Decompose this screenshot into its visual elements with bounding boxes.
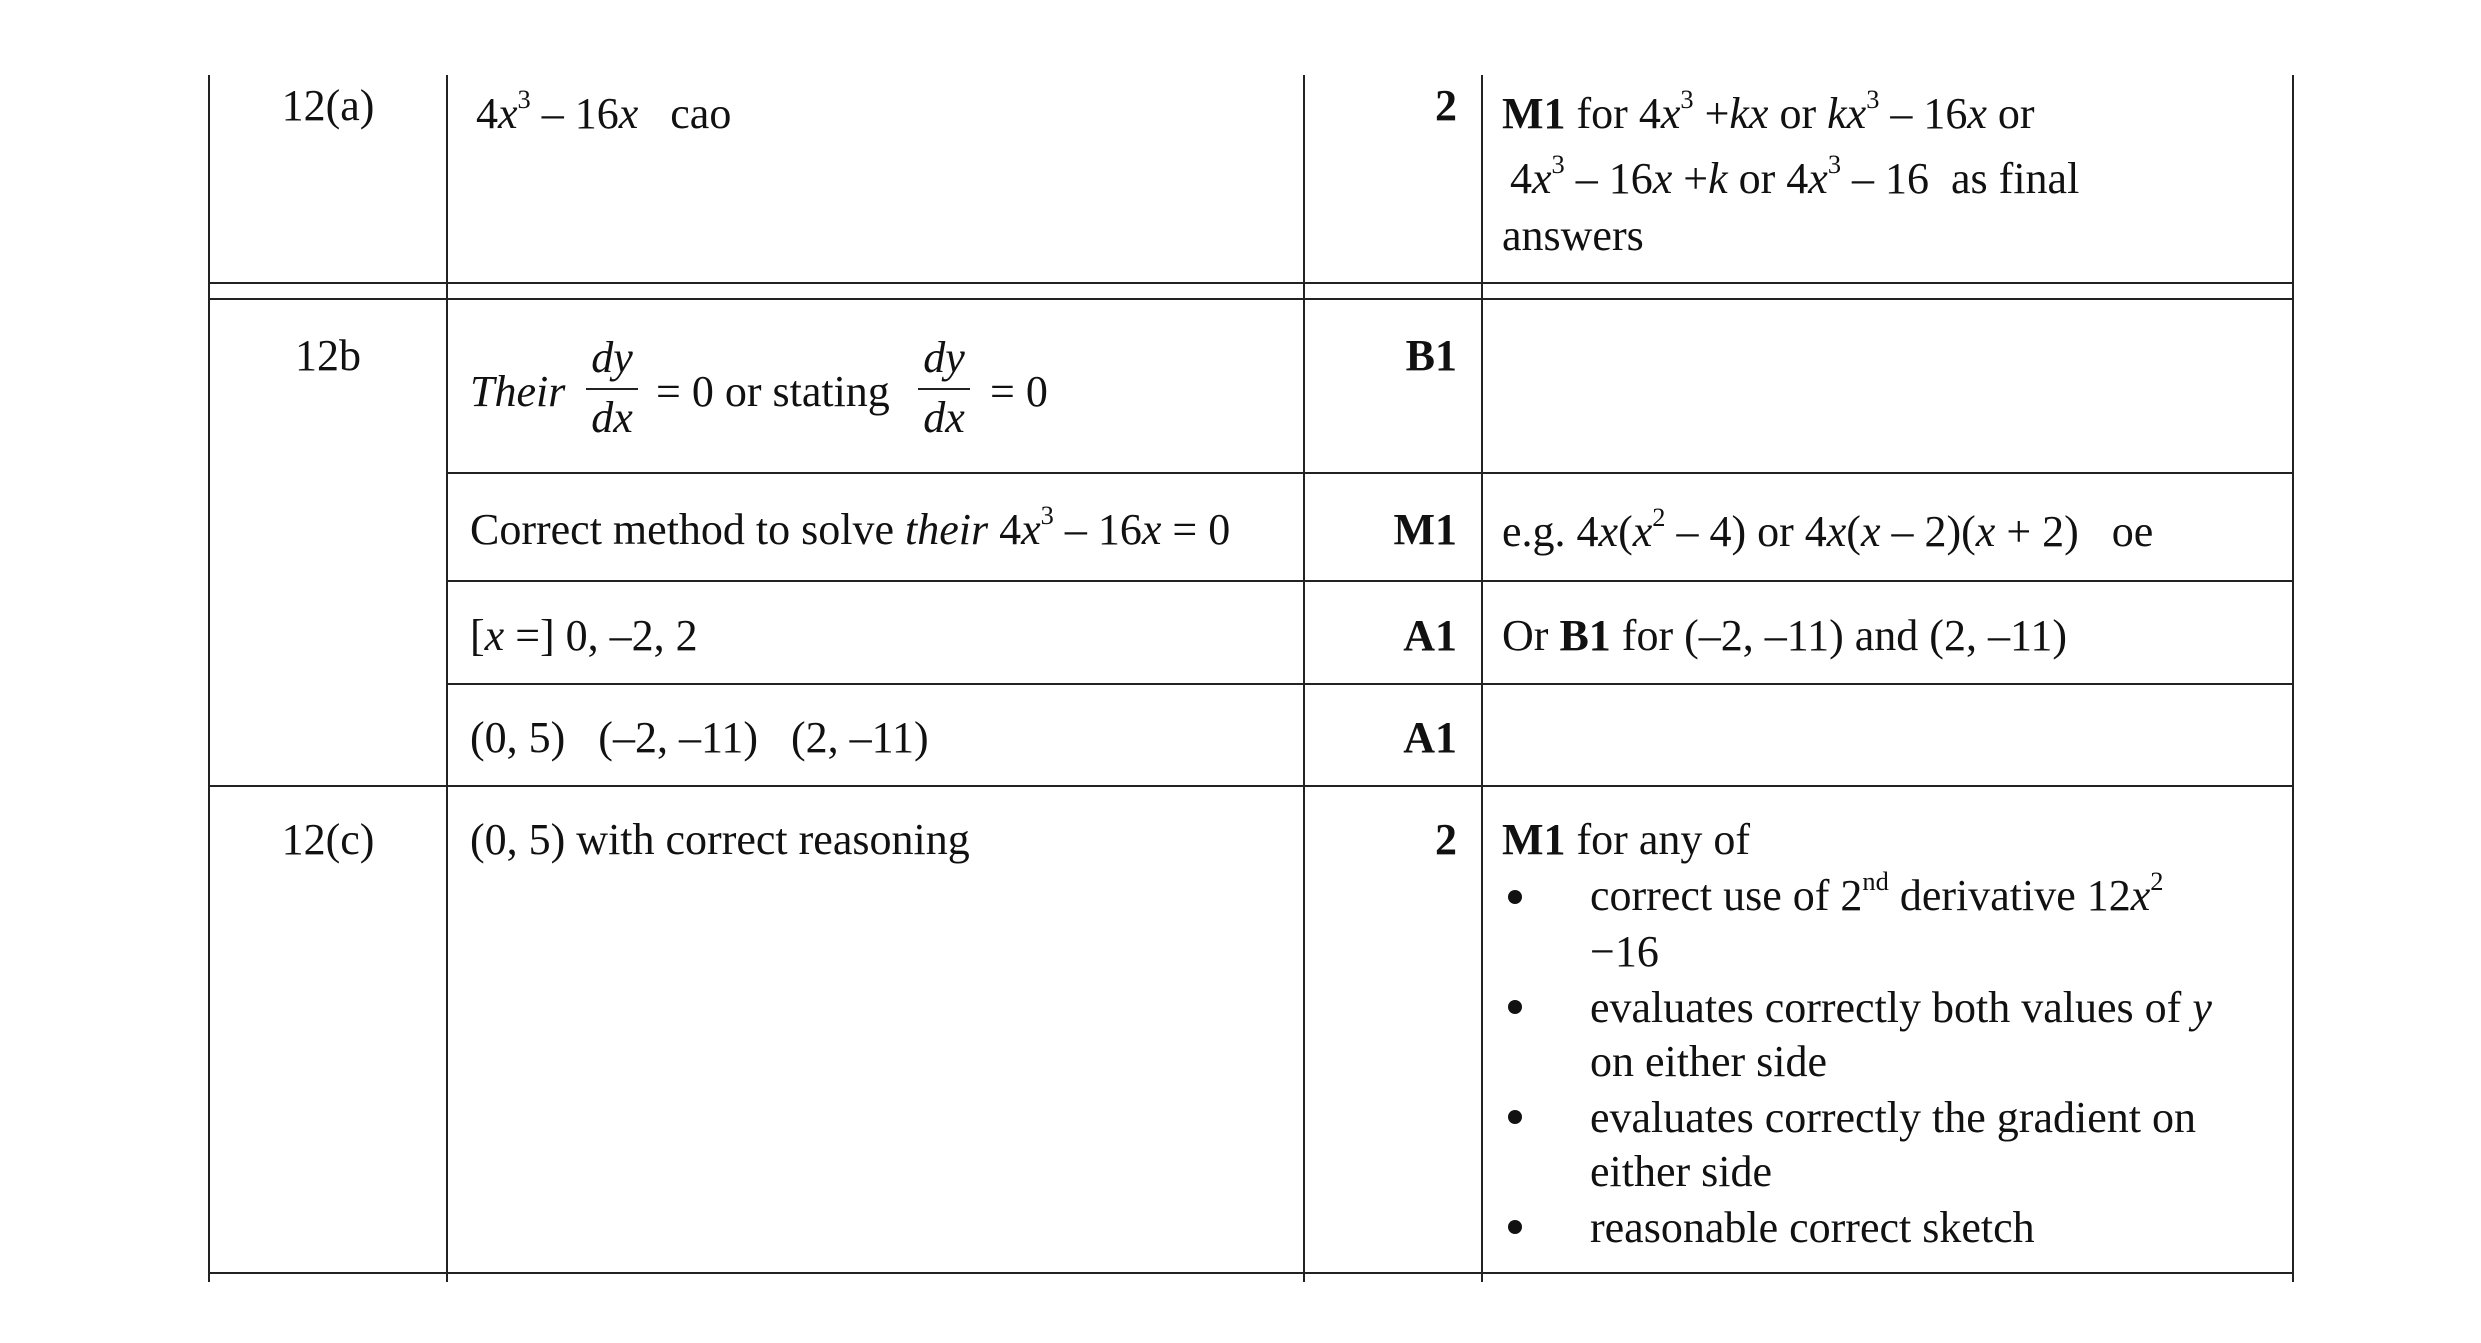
notes-12c-bullet4: reasonable correct sketch [1590, 1203, 2035, 1252]
step2-method: Correct method to solve their $4x^3 - 16x = 0$ [470, 500, 1231, 554]
bullet-icon [1508, 1000, 1522, 1014]
step1-end: = 0 [990, 367, 1048, 416]
notes-12a-line2: $4x^3 - 16x +k$ or $4x^3 - 16$ as final [1510, 149, 2080, 203]
answer-12a: $4x^3 - 16x$ cao [476, 84, 732, 138]
dy-dx-fraction-2: dy dx [918, 336, 970, 440]
col-line-1 [208, 75, 210, 1282]
answer-12c: (0, 5) with correct reasoning [470, 815, 970, 864]
col-line-4 [1481, 75, 1483, 1282]
row-line-12b-1 [446, 472, 2294, 474]
step4-points: (0, 5) (–2, –11) (2, –11) [470, 713, 929, 762]
row-line-12b-3 [446, 683, 2294, 685]
notes-12b-step2: e.g. $4x(x^2 - 4)$ or 4x(x – 2)(x + 2) oe [1502, 502, 2154, 556]
notes-12c-bullet1-cont: −16 [1590, 927, 1659, 976]
notes-12b-step3: Or B1 for (–2, –11) and (2, –11) [1502, 611, 2067, 660]
col-line-5 [2292, 75, 2294, 1282]
notes-12c-bullet1: correct use of 2nd derivative $12x^2$ [1590, 866, 2164, 920]
dy-dx-fraction-1: dy dx [586, 336, 638, 440]
table-bottom-line [208, 1272, 2294, 1274]
notes-12c-bullet2: evaluates correctly both values of y [1590, 983, 2212, 1032]
question-12c: 12(c) [281, 815, 375, 864]
row-divider-double-bottom [208, 298, 2294, 300]
mark-12b-step1: B1 [1405, 331, 1457, 380]
col-line-3 [1303, 75, 1305, 1282]
mark-12c: 2 [1435, 815, 1457, 864]
step1-middle: = 0 or stating [656, 367, 890, 416]
step1-their: Their [470, 367, 566, 416]
mark-12a: 2 [1435, 81, 1457, 130]
question-12a: 12(a) [281, 81, 375, 130]
bullet-icon [1508, 1220, 1522, 1234]
bullet-icon [1508, 1110, 1522, 1124]
notes-12a-line1: M1 for $4x^3 +kx$ or $kx^3 - 16x$ or [1502, 84, 2035, 138]
row-divider-double-top [208, 282, 2294, 284]
question-12b: 12b [295, 331, 361, 380]
row-line-12c-top [208, 785, 2294, 787]
row-line-12b-2 [446, 580, 2294, 582]
mark-12b-step4: A1 [1403, 713, 1457, 762]
mark-12b-step2: M1 [1393, 505, 1457, 554]
notes-12c-bullet2-cont: on either side [1590, 1037, 1828, 1086]
notes-12c-head: M1 for any of [1502, 815, 1751, 864]
mark-12b-step3: A1 [1403, 611, 1457, 660]
notes-12a-line3: answers [1502, 211, 1644, 260]
notes-12c-bullet3-cont: either side [1590, 1147, 1773, 1196]
step3-roots: [x =] 0, –2, 2 [470, 611, 698, 660]
notes-12c-bullet3: evaluates correctly the gradient on [1590, 1093, 2196, 1142]
col-line-2 [446, 75, 448, 1282]
bullet-icon [1508, 890, 1522, 904]
